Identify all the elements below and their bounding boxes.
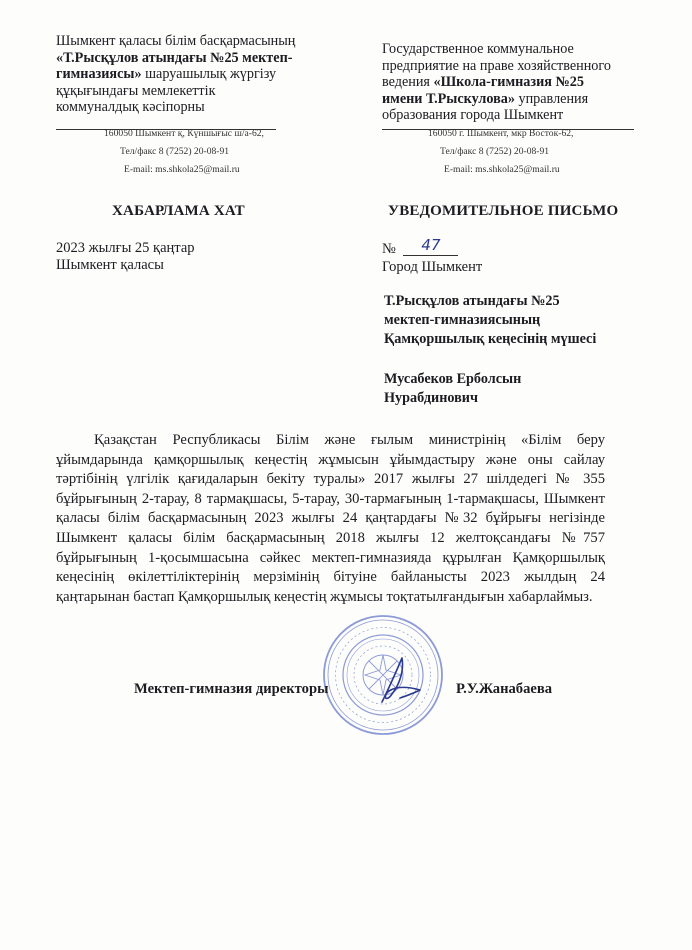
header-right-line5: образования города Шымкент [382, 107, 564, 124]
addressee-line1: Т.Рысқұлов атындағы №25 [384, 293, 560, 309]
header-right-line3-pre: ведения [382, 74, 434, 91]
addressee-name2: Нурабдинович [384, 390, 478, 406]
header-left-line5: коммуналдық кәсіпорны [56, 99, 205, 116]
header-right-line2: предприятие на праве хозяйственного [382, 57, 611, 74]
address-right: 160050 г. Шымкент, мкр Восток-62, [428, 128, 574, 139]
signature-name: Р.У.Жанабаева [456, 681, 553, 697]
header-right-line4-bold: имени Т.Рыскулова» [382, 90, 515, 107]
phone-right: Тел/факс 8 (7252) 20-08-91 [440, 146, 550, 157]
header-left-line3-rest: шаруашылық жүргізу [141, 66, 277, 83]
email-left: E-mail: ms.shkola25@mail.ru [124, 164, 240, 175]
header-left [56, 33, 326, 116]
title-ru: УВЕДОМИТЕЛЬНОЕ ПИСЬМО [388, 203, 619, 219]
header-left-line1: Шымкент қаласы білім басқармасының [56, 33, 296, 49]
number-field [403, 237, 458, 256]
number-label: № [382, 241, 396, 257]
header-right [382, 41, 642, 124]
header-left-line2: «Т.Рысқұлов атындағы №25 мектеп- [56, 49, 293, 66]
body-paragraph: Қазақстан Республикасы Білім және ғылым министрінің «Білім беру ұйымдарында қамқоршылық кеңестің жұмысын ұйымдастыру және оны сайлау тәртібінің үлгілік қағидаларын бекіту туралы» 2017 жылғы 27 шілдедегі № 355 бұйрығының 2-тарау, 8 тармақшасы, 5-тарау, 30-тармағының 1-тармақшасы, Шымкент қаласы білім басқармасының 2023 жылғы 24 қаңтардағы №32 бұйрығы негізінде Шымкент қаласы білім басқармасының 2018 жылғы 12 желтоқсандағы №757 бұйрығының 1-қосымшасына сәйкес мектеп-гимназияда құрылған Қамқоршылық кеңесінің өкілеттіліктерінің мерзімінің бітуіне байланысты 2023 жылдың 24 қаңтарынан бастап Қамқоршылық кеңестің жұмысы тоқтатылғандығын хабарлаймыз. [56, 432, 605, 605]
date-kz: 2023 жылғы 25 қаңтар [56, 240, 195, 256]
addressee-block [384, 292, 644, 408]
addressee-line2: мектеп-гимназиясының [384, 312, 541, 328]
contacts-left [104, 128, 304, 176]
city-ru: Город Шымкент [382, 259, 483, 275]
phone-left: Тел/факс 8 (7252) 20-08-91 [120, 146, 230, 157]
addressee-name1: Мусабеков Ерболсын [384, 371, 522, 387]
number-value: 47 [421, 236, 441, 254]
header-right-line1: Государственное коммунальное [382, 41, 574, 57]
header-left-line4: құқығындағы мемлекеттік [56, 82, 216, 99]
email-right: E-mail: ms.shkola25@mail.ru [444, 164, 560, 175]
signature-position: Мектеп-гимназия директоры [134, 681, 329, 697]
header-right-line3-bold: «Школа-гимназия №25 [433, 74, 584, 91]
addressee-line3: Қамқоршылық кеңесінің мүшесі [384, 331, 597, 347]
header-left-line3-bold: гимназиясы» [56, 66, 142, 83]
number-block [382, 236, 483, 276]
date-block [56, 240, 195, 274]
city-kz: Шымкент қаласы [56, 257, 164, 273]
contacts-right [428, 128, 628, 176]
header-right-line4-rest: управления [514, 90, 589, 107]
handwritten-signature [362, 650, 432, 710]
address-left: 160050 Шымкент қ, Күншығыс ш/а-62, [104, 128, 264, 139]
title-kz: ХАБАРЛАМА ХАТ [112, 203, 245, 219]
